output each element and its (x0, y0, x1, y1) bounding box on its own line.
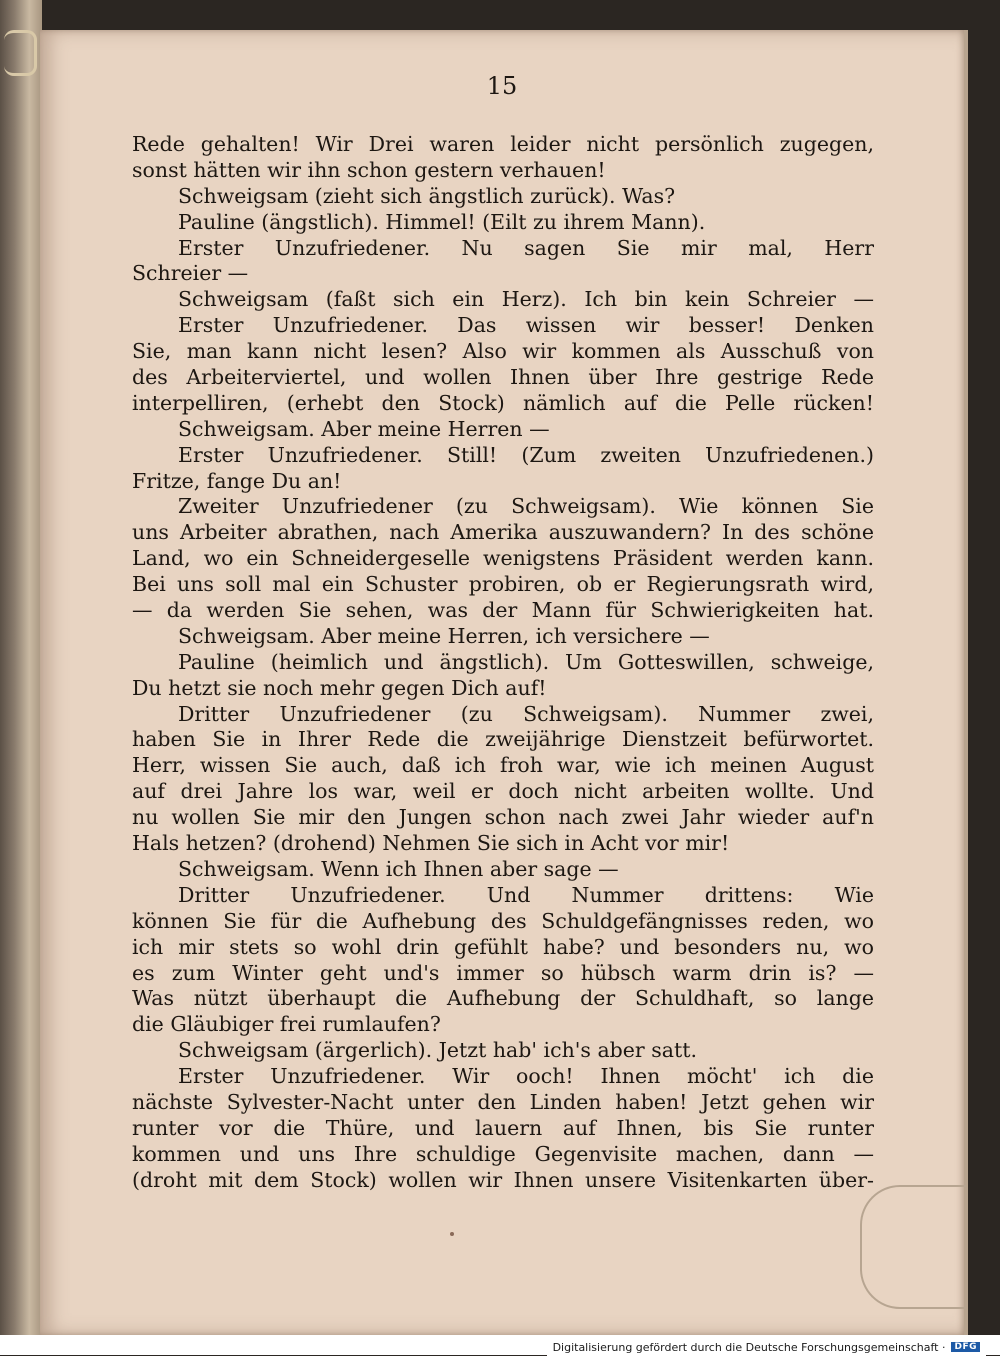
text-line: Bei uns soll mal ein Schuster probiren, ob er Regierungsrath wird, (132, 572, 874, 597)
text-line: haben Sie in Ihrer Rede die zweijährige Dienstzeit befürwortet. (132, 727, 874, 752)
text-line: Hals hetzen? (drohend) Nehmen Sie sich in Acht vor mir! (132, 831, 730, 856)
text-line: Schweigsam. Aber meine Herren — (178, 416, 550, 441)
text-line: Erster Unzufriedener. Das wissen wir besser! Denken (178, 313, 874, 338)
text-line: Land, wo ein Schneidergeselle wenigstens Präsident werden kann. (132, 546, 874, 571)
text-line: Schweigsam. Wenn ich Ihnen aber sage — (178, 856, 619, 881)
text-line: (droht mit dem Stock) wollen wir Ihnen unsere Visitenkarten über- (132, 1167, 874, 1192)
funding-footer (547, 1338, 986, 1356)
text-line: interpelliren, (erhebt den Stock) nämlich auf die Pelle rücken! (132, 390, 874, 415)
text-line: Erster Unzufriedener. Wir ooch! Ihnen möcht' ich die (178, 1064, 874, 1089)
text-line: ich mir stets so wohl drin gefühlt habe? und besonders nu, wo (132, 934, 874, 959)
text-line: Pauline (heimlich und ängstlich). Um Gotteswillen, schweige, (178, 649, 874, 674)
page-number: 15 (486, 72, 518, 100)
text-line: Erster Unzufriedener. Nu sagen Sie mir mal, Herr (178, 235, 874, 260)
text-line: Zweiter Unzufriedener (zu Schweigsam). Wie können Sie (178, 494, 874, 519)
spine-band (4, 30, 37, 76)
footer-text: Digitalisierung gefördert durch die Deutsche Forschungsgemeinschaft · (552, 1340, 946, 1354)
ink-spot (450, 1232, 454, 1236)
page-clip (860, 1185, 966, 1309)
text-line: Rede gehalten! Wir Drei waren leider nicht persönlich zugegen, (132, 132, 874, 156)
text-line: auf drei Jahre los war, weil er doch nicht arbeiten wollte. Und (132, 779, 874, 804)
text-line: Pauline (ängstlich). Himmel! (Eilt zu ihrem Mann). (178, 209, 706, 234)
book-spine (0, 0, 42, 1335)
dfg-logo-icon: DFG (951, 1342, 980, 1352)
text-line: des Arbeiterviertel, und wollen Ihnen über Ihre gestrige Rede (132, 365, 874, 390)
text-line: Dritter Unzufriedener. Und Nummer drittens: Wie (178, 882, 874, 907)
text-line: können Sie für die Aufhebung des Schuldgefängnisses reden, wo (132, 908, 874, 933)
text-line: kommen und uns Ihre schuldige Gegenvisite machen, dann — (132, 1141, 874, 1166)
page-text (132, 132, 874, 1194)
text-line: Schweigsam (ärgerlich). Jetzt hab' ich's aber satt. (178, 1038, 697, 1063)
book-page (40, 30, 964, 1335)
text-line: Schweigsam (faßt sich ein Herz). Ich bin kein Schreier — (178, 287, 874, 312)
text-line: Du hetzt sie noch mehr gegen Dich auf! (132, 675, 547, 700)
text-line: Fritze, fange Du an! (132, 468, 342, 493)
text-line: es zum Winter geht und's immer so hübsch warm drin is? — (132, 960, 874, 985)
text-line: — da werden Sie sehen, was der Mann für Schwierigkeiten hat. (132, 598, 874, 623)
text-line: Schreier — (132, 261, 249, 286)
text-line: Schweigsam (zieht sich ängstlich zurück). Was? (178, 183, 676, 208)
text-line: sonst hätten wir ihn schon gestern verhauen! (132, 157, 606, 182)
text-line: Erster Unzufriedener. Still! (Zum zweiten Unzufriedenen.) (178, 442, 874, 467)
text-line: Schweigsam. Aber meine Herren, ich versichere — (178, 623, 710, 648)
text-line: nu wollen Sie mir den Jungen schon nach zwei Jahr wieder auf'n (132, 805, 874, 830)
page-edge (964, 30, 968, 1335)
text-line: Sie, man kann nicht lesen? Also wir kommen als Ausschuß von (132, 339, 874, 364)
text-line: runter vor die Thüre, und lauern auf Ihnen, bis Sie runter (132, 1115, 874, 1140)
text-line: Dritter Unzufriedener (zu Schweigsam). Nummer zwei, (178, 701, 874, 726)
text-line: die Gläubiger frei rumlaufen? (132, 1012, 441, 1037)
text-line: Was nützt überhaupt die Aufhebung der Schuldhaft, so lange (132, 986, 874, 1011)
text-line: nächste Sylvester-Nacht unter den Linden haben! Jetzt gehen wir (132, 1089, 874, 1114)
text-line: uns Arbeiter abrathen, nach Amerika auszuwandern? In des schöne (132, 520, 874, 545)
text-line: Herr, wissen Sie auch, daß ich froh war, wie ich meinen August (132, 753, 874, 778)
